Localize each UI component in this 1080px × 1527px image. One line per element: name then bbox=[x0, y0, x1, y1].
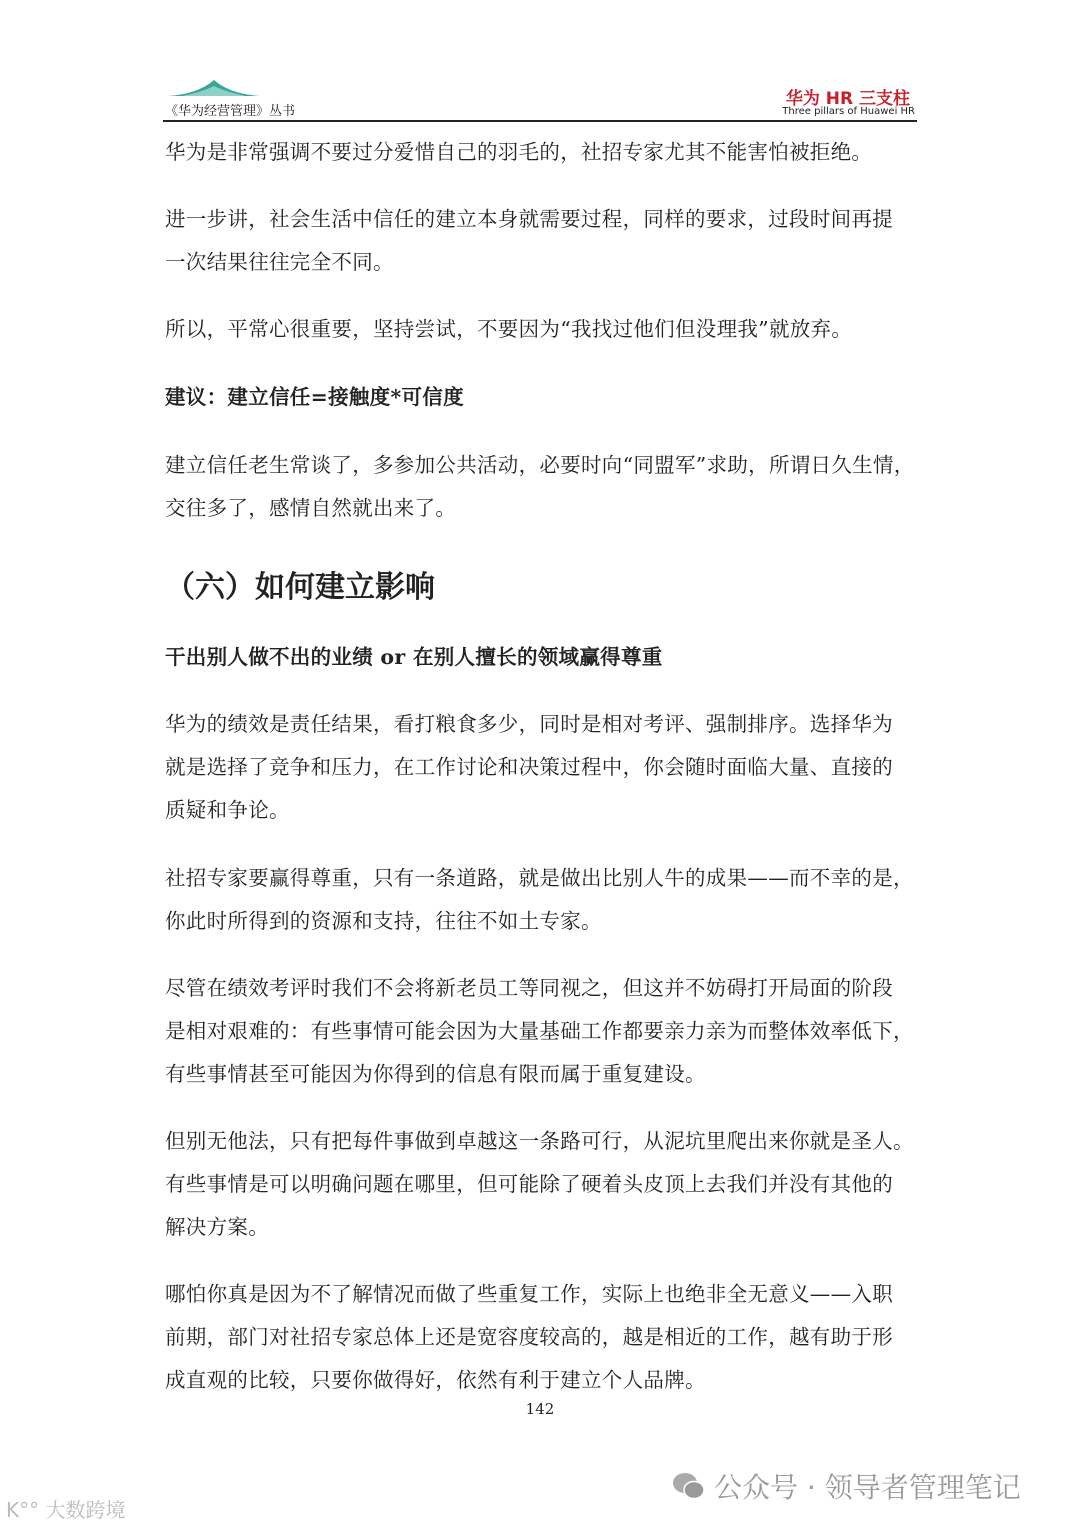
book-subtitle: Three pillars of Huawei HR bbox=[782, 106, 915, 117]
paragraph-line: 建立信任老生常谈了，多参加公共活动，必要时向“同盟军”求助，所谓日久生情， bbox=[165, 453, 915, 477]
paragraph-line: 但别无他法，只有把每件事做到卓越这一条路可行，从泥坑里爬出来你就是圣人。 bbox=[165, 1129, 914, 1153]
paragraph-line: 解决方案。 bbox=[165, 1215, 269, 1239]
page-number: 142 bbox=[525, 1400, 555, 1418]
book-title: 华为 HR 三支柱 bbox=[785, 89, 910, 109]
brand-name: 大数跨境 bbox=[45, 1498, 126, 1522]
paragraph-line: 哪怕你真是因为不了解情况而做了些重复工作，实际上也绝非全无意义——入职 bbox=[165, 1282, 893, 1306]
paragraph-line: 社招专家要赢得尊重，只有一条道路，就是做出比别人牛的成果——而不幸的是， bbox=[165, 866, 914, 890]
paragraph-line: 是相对艰难的：有些事情可能会因为大量基础工作都要亲力亲为而整体效率低下， bbox=[165, 1019, 914, 1043]
series-logo bbox=[168, 78, 260, 98]
paragraph-line: 所以，平常心很重要，坚持尝试，不要因为“我找过他们但没理我”就放弃。 bbox=[165, 317, 853, 341]
wechat-watermark bbox=[672, 1466, 1021, 1506]
paragraph-line: 华为的绩效是责任结果，看打粮食多少，同时是相对考评、强制排序。选择华为 bbox=[165, 712, 893, 736]
paragraph-line: 尽管在绩效考评时我们不会将新老员工等同视之，但这并不妨碍打开局面的阶段 bbox=[165, 976, 893, 1000]
paragraph-line: 有些事情甚至可能因为你得到的信息有限而属于重复建设。 bbox=[165, 1062, 706, 1086]
paragraph-line: 你此时所得到的资源和支持，往往不如土专家。 bbox=[165, 909, 602, 933]
wechat-icon bbox=[672, 1471, 706, 1501]
header-rule bbox=[163, 120, 917, 122]
paragraph-line: 一次结果往往完全不同。 bbox=[165, 250, 394, 274]
paragraph-line: 前期，部门对社招专家总体上还是宽容度较高的，越是相近的工作，越有助于形 bbox=[165, 1325, 893, 1349]
paragraph-line: 华为是非常强调不要过分爱惜自己的羽毛的，社招专家尤其不能害怕被拒绝。 bbox=[165, 140, 873, 164]
paragraph-line: 成直观的比较，只要你做得好，依然有利于建立个人品牌。 bbox=[165, 1368, 706, 1392]
paragraph-line: 进一步讲，社会生活中信任的建立本身就需要过程，同样的要求，过段时间再提 bbox=[165, 207, 893, 231]
brand-watermark bbox=[6, 1494, 125, 1523]
brand-logo-icon: K°° bbox=[6, 1498, 40, 1522]
series-name: 《华为经营管理》丛书 bbox=[165, 104, 296, 119]
section-subheading: 干出别人做不出的业绩 or 在别人擅长的领域赢得尊重 bbox=[165, 645, 663, 669]
suggestion-line: 建议：建立信任=接触度*可信度 bbox=[165, 385, 464, 409]
section-heading: （六）如何建立影响 bbox=[165, 570, 435, 605]
paragraph-line: 有些事情是可以明确问题在哪里，但可能除了硬着头皮顶上去我们并没有其他的 bbox=[165, 1172, 893, 1196]
wechat-account-label: 公众号 · 领导者管理笔记 bbox=[714, 1471, 1021, 1504]
paragraph-line: 质疑和争论。 bbox=[165, 798, 290, 822]
paragraph-line: 交往多了，感情自然就出来了。 bbox=[165, 496, 457, 520]
paragraph-line: 就是选择了竞争和压力，在工作讨论和决策过程中，你会随时面临大量、直接的 bbox=[165, 755, 893, 779]
